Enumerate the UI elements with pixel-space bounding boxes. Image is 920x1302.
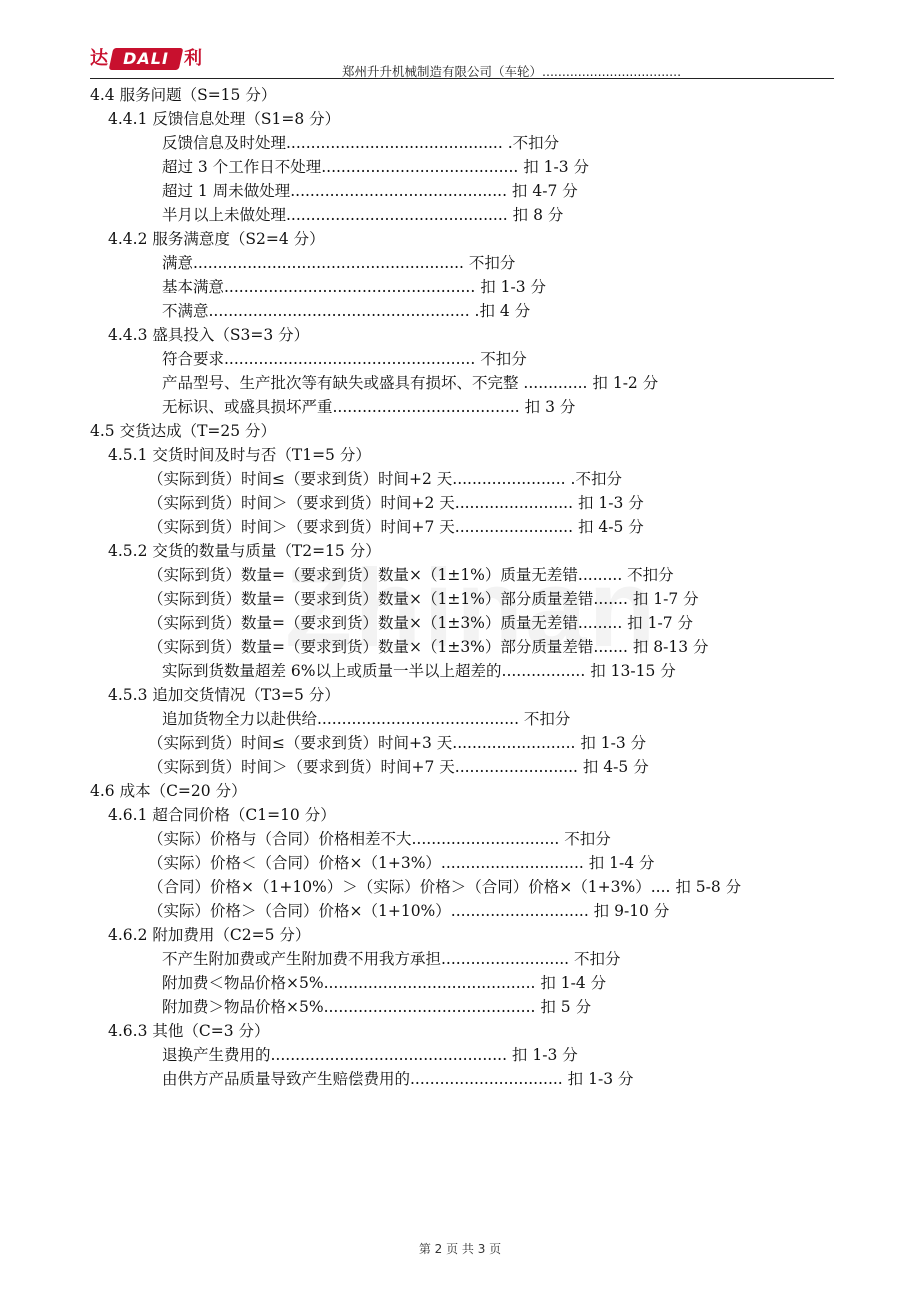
page-header — [90, 44, 834, 80]
subsection-heading: 4.4.3 盛具投入（S3=3 分） — [108, 326, 310, 344]
subsection-heading: 4.5.1 交货时间及时与否（T1=5 分） — [108, 446, 371, 464]
section-heading: 4.5 交货达成（T=25 分） — [90, 422, 277, 440]
criteria-item: 不满意..................................................... .扣 4 分 — [162, 302, 531, 320]
criteria-item: （实际）价格＞（合同）价格×（1+10%）............................ 扣 9-10 分 — [148, 902, 670, 920]
criteria-item: （合同）价格×（1+10%）＞（实际）价格＞（合同）价格×（1+3%）.... 扣 5-8 分 — [148, 878, 742, 896]
company-logo — [90, 46, 208, 72]
criteria-item: （实际到货）数量=（要求到货）数量×（1±3%）部分质量差错....... 扣 8-13 分 — [148, 638, 709, 656]
criteria-item: 实际到货数量超差 6%以上或质量一半以上超差的................. 扣 13-15 分 — [162, 662, 676, 680]
criteria-item: 由供方产品质量导致产生赔偿费用的............................... 扣 1-3 分 — [162, 1070, 634, 1088]
criteria-item: 产品型号、生产批次等有缺失或盛具有损坏、不完整 ............. 扣 1-2 分 — [162, 374, 659, 392]
logo-text: DALI — [123, 49, 169, 68]
criteria-item: （实际）价格与（合同）价格相差不大.............................. 不扣分 — [148, 830, 611, 848]
page-footer: 第 2 页 共 3 页 — [418, 1242, 502, 1256]
header-rule — [90, 78, 834, 79]
section-heading: 4.4 服务问题（S=15 分） — [90, 86, 277, 104]
criteria-item: （实际到货）数量=（要求到货）数量×（1±1%）部分质量差错....... 扣 1-7 分 — [148, 590, 699, 608]
criteria-item: 半月以上未做处理............................................. 扣 8 分 — [162, 206, 564, 224]
criteria-item: （实际到货）时间＞（要求到货）时间+2 天........................ 扣 1-3 分 — [148, 494, 644, 512]
criteria-item: （实际到货）时间≤（要求到货）时间+2 天....................... .不扣分 — [148, 470, 622, 488]
subsection-heading: 4.5.2 交货的数量与质量（T2=15 分） — [108, 542, 381, 560]
criteria-item: 无标识、或盛具损坏严重...................................... 扣 3 分 — [162, 398, 576, 416]
criteria-item: 附加费＜物品价格×5%........................................... 扣 1-4 分 — [162, 974, 607, 992]
logo-char-left: 达 — [90, 48, 108, 69]
company-name: 郑州升升机械制造有限公司（车轮）................................... — [342, 64, 682, 79]
criteria-item: 附加费＞物品价格×5%........................................... 扣 5 分 — [162, 998, 592, 1016]
criteria-item: 基本满意................................................... 扣 1-3 分 — [162, 278, 547, 296]
criteria-item: （实际到货）数量=（要求到货）数量×（1±1%）质量无差错......... 不扣分 — [148, 566, 674, 584]
criteria-item: （实际到货）数量=（要求到货）数量×（1±3%）质量无差错......... 扣 1-7 分 — [148, 614, 693, 632]
criteria-item: 反馈信息及时处理............................................ .不扣分 — [162, 134, 560, 152]
criteria-item: 退换产生费用的................................................ 扣 1-3 分 — [162, 1046, 578, 1064]
criteria-item: 符合要求................................................... 不扣分 — [162, 350, 527, 368]
criteria-item: （实际）价格＜（合同）价格×（1+3%）............................. 扣 1-4 分 — [148, 854, 655, 872]
logo-char-right: 利 — [184, 48, 202, 69]
criteria-item: （实际到货）时间≤（要求到货）时间+3 天......................... 扣 1-3 分 — [148, 734, 647, 752]
criteria-item: （实际到货）时间＞（要求到货）时间+7 天........................ 扣 4-5 分 — [148, 518, 644, 536]
criteria-item: 超过 3 个工作日不处理........................................ 扣 1-3 分 — [162, 158, 590, 176]
criteria-item: 追加货物全力以赴供给......................................... 不扣分 — [162, 710, 571, 728]
logo-badge — [109, 48, 184, 70]
subsection-heading: 4.4.2 服务满意度（S2=4 分） — [108, 230, 325, 248]
criteria-item: 超过 1 周未做处理............................................ 扣 4-7 分 — [162, 182, 578, 200]
subsection-heading: 4.6.3 其他（C=3 分） — [108, 1022, 270, 1040]
section-heading: 4.6 成本（C=20 分） — [90, 782, 247, 800]
criteria-item: 不产生附加费或产生附加费不用我方承担.......................... 不扣分 — [162, 950, 621, 968]
criteria-item: 满意....................................................... 不扣分 — [162, 254, 516, 272]
subsection-heading: 4.6.2 附加费用（C2=5 分） — [108, 926, 311, 944]
subsection-heading: 4.6.1 超合同价格（C1=10 分） — [108, 806, 336, 824]
subsection-heading: 4.4.1 反馈信息处理（S1=8 分） — [108, 110, 341, 128]
criteria-item: （实际到货）时间＞（要求到货）时间+7 天......................... 扣 4-5 分 — [148, 758, 649, 776]
subsection-heading: 4.5.3 追加交货情况（T3=5 分） — [108, 686, 340, 704]
